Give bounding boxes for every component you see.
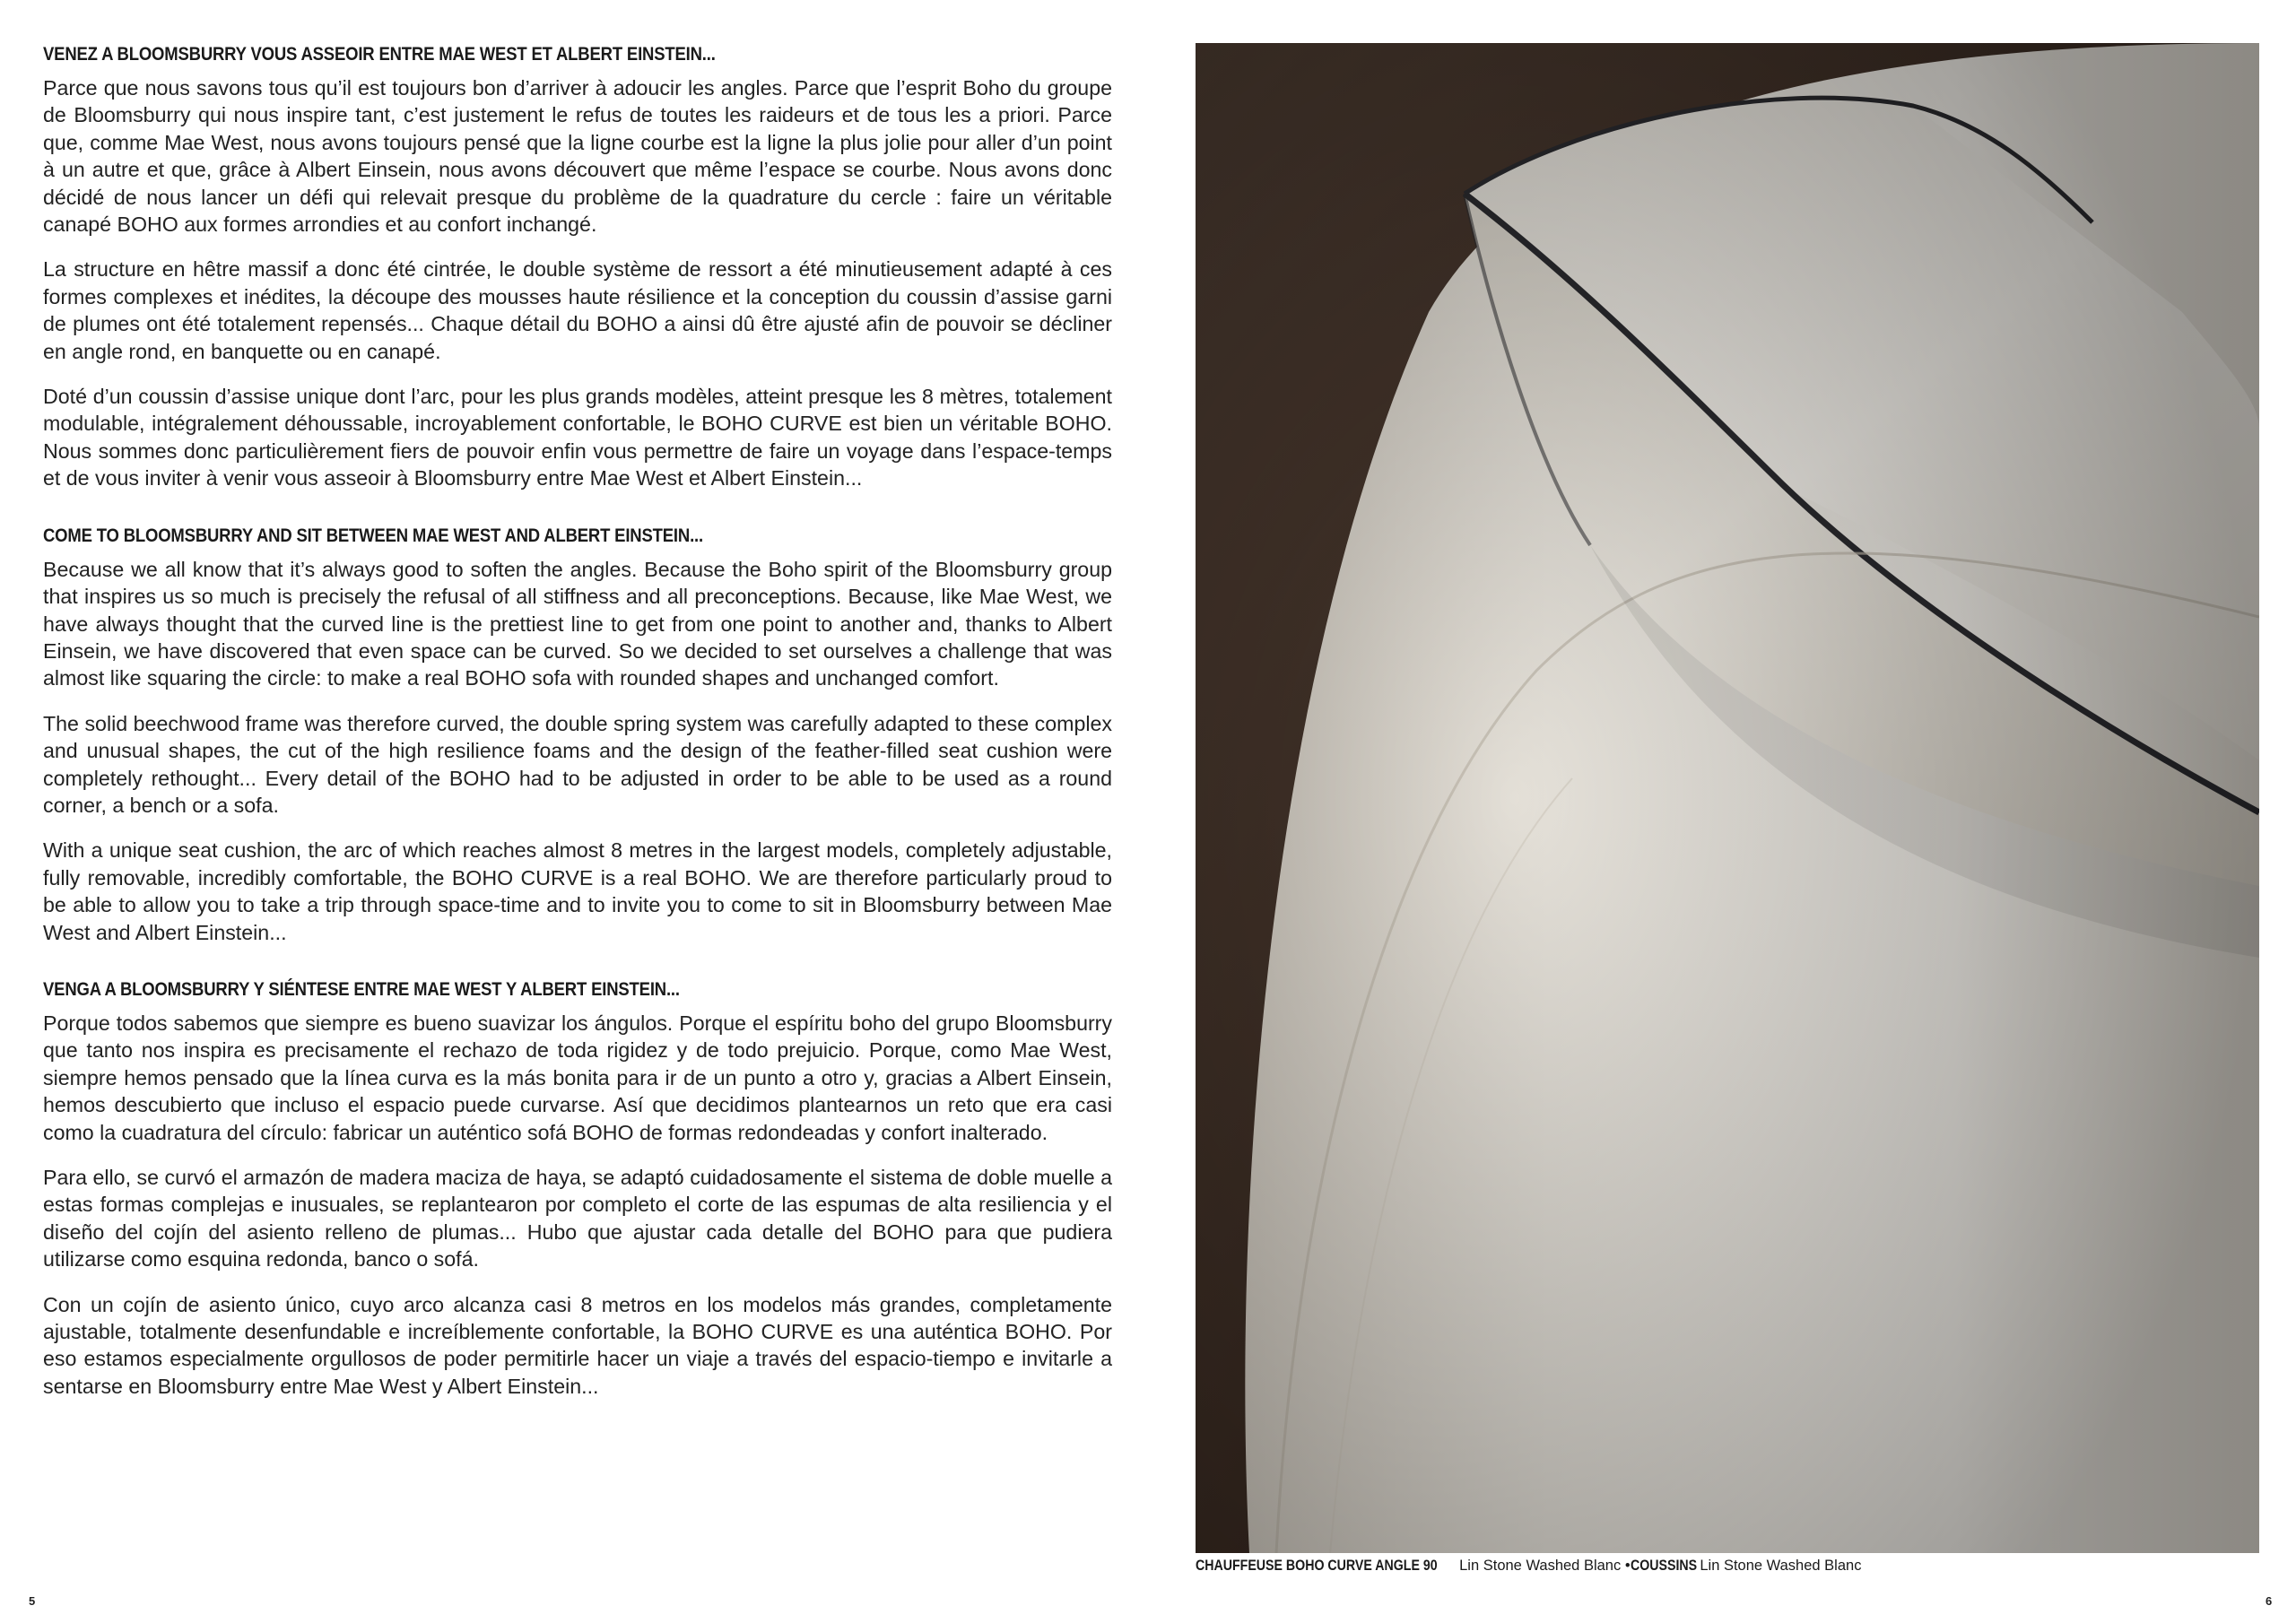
linen-sofa-illustration xyxy=(1196,43,2259,1553)
caption-product-name: CHAUFFEUSE BOHO CURVE ANGLE 90 xyxy=(1196,1558,1438,1574)
caption-cushions-label: COUSSINS xyxy=(1630,1558,1697,1574)
caption-product-fabric: Lin Stone Washed Blanc xyxy=(1455,1558,1625,1574)
section-heading: VENEZ A BLOOMSBURRY VOUS ASSEOIR ENTRE MAE WEST ET ALBERT EINSTEIN... xyxy=(43,43,716,65)
page-number-right: 6 xyxy=(2266,1594,2273,1608)
section-heading: COME TO BLOOMSBURRY AND SIT BETWEEN MAE WEST AND ALBERT EINSTEIN... xyxy=(43,524,703,546)
section-spanish xyxy=(43,978,1112,1400)
paragraph: Porque todos sabemos que siempre es bueno suavizar los ángulos. Porque el espíritu boho del grupo Bloomsburry que tanto nos inspira es precisamente el rechazo de toda rigidez y de todo prejuicio. Porque, como Mae West, siempre hemos pensado que la línea curva es la más bonita para ir de un punto a otro y, gracias a Albert Einsein, hemos descubierto que incluso el espacio puede curvarse. Así que decidimos plantearnos un reto que era casi como la cuadratura del círculo: fabricar un auténtico sofá BOHO de formas redondeadas y confort inalterado. xyxy=(43,1011,1112,1144)
caption-separator: • xyxy=(1624,1558,1631,1574)
text-column xyxy=(43,43,1112,1432)
paragraph: The solid beechwood frame was therefore curved, the double spring system was carefully adapted to these complex and unusual shapes, the cut of the high resilience foams and the design of the feather-filled seat cushion were completely rethought... Every detail of the BOHO had to be adjusted in order to be able to be used as a round corner, a bench or a sofa. xyxy=(43,711,1112,817)
photo-caption xyxy=(1196,1558,1861,1575)
paragraph: Con un cojín de asiento único, cuyo arco alcanza casi 8 metros en los modelos más grandes, completamente ajustable, totalmente desenfundable e increíblemente confortable, la BOHO CURVE es una auténtica BOHO. Por eso estamos especialmente orgullosos de poder permitirle hacer un viaje a través del espacio-tiempo e invitarle a sentarse en Bloomsburry entre Mae West y Albert Einstein... xyxy=(43,1292,1112,1398)
section-heading: VENGA A BLOOMSBURRY Y SIÉNTESE ENTRE MAE WEST Y ALBERT EINSTEIN... xyxy=(43,977,680,1000)
paragraph: Parce que nous savons tous qu’il est toujours bon d’arriver à adoucir les angles. Parce que l’esprit Boho du groupe de Bloomsburry qui nous inspire tant, c’est justement le refus de toutes les raideurs et de tous les a priori. Parce que, comme Mae West, nous avons toujours pensé que la ligne courbe est la ligne la plus jolie pour aller d’un point à un autre et que, grâce à Albert Einsein, nous avons découvert que même l’espace se courbe. Nous avons donc décidé de nous lancer un défi qui relevait presque du problème de la quadrature du cercle : faire un véritable canapé BOHO aux formes arrondies et au confort inchangé. xyxy=(43,76,1112,237)
paragraph: With a unique seat cushion, the arc of which reaches almost 8 metres in the largest models, completely adjustable, fully removable, incredibly comfortable, the BOHO CURVE is a real BOHO. We are therefore particularly proud to be able to allow you to take a trip through space-time and to invite you to come to sit in Bloomsburry between Mae West and Albert Einstein... xyxy=(43,838,1112,944)
paragraph: La structure en hêtre massif a donc été cintrée, le double système de ressort a été minutieusement adapté à ces formes complexes et inédites, la découpe des mousses haute résilience et la conception du coussin d’assise garni de plumes ont été totalement repensés... Chaque détail du BOHO a ainsi dû être ajusté afin de pouvoir se décliner en angle rond, en banquette ou en canapé. xyxy=(43,257,1112,363)
paragraph: Because we all know that it’s always good to soften the angles. Because the Boho spirit of the Bloomsburry group that inspires us so much is precisely the refusal of all stiffness and all preconceptions. Because, like Mae West, we have always thought that the curved line is the prettiest line to get from one point to another and, thanks to Albert Einsein, we have discovered that even space can be curved. So we decided to set ourselves a challenge that was almost like squaring the circle: to make a real BOHO sofa with rounded shapes and unchanged comfort. xyxy=(43,557,1112,690)
paragraph: Para ello, se curvó el armazón de madera maciza de haya, se adaptó cuidadosamente el sistema de doble muelle a estas formas complejas e inusuales, se replantearon por completo el corte de las espumas de alta resiliencia y el diseño del cojín del asiento relleno de plumas... Hubo que ajustar cada detalle del BOHO para que pudiera utilizarse como esquina redonda, banco o sofá. xyxy=(43,1166,1112,1271)
paragraph: Doté d’un coussin d’assise unique dont l’arc, pour les plus grands modèles, atteint presque les 8 mètres, totalement modulable, intégralement déhoussable, incroyablement confortable, le BOHO CURVE est bien un véritable BOHO. Nous sommes donc particulièrement fiers de pouvoir enfin vous permettre de faire un voyage dans l’espace-temps et de vous inviter à venir vous asseoir à Bloomsburry entre Mae West et Albert Einstein... xyxy=(43,385,1112,490)
caption-cushions-fabric: Lin Stone Washed Blanc xyxy=(1695,1558,1862,1574)
page-number-left: 5 xyxy=(29,1594,36,1608)
section-english xyxy=(43,525,1112,946)
section-french xyxy=(43,43,1112,492)
product-photo xyxy=(1196,43,2259,1553)
